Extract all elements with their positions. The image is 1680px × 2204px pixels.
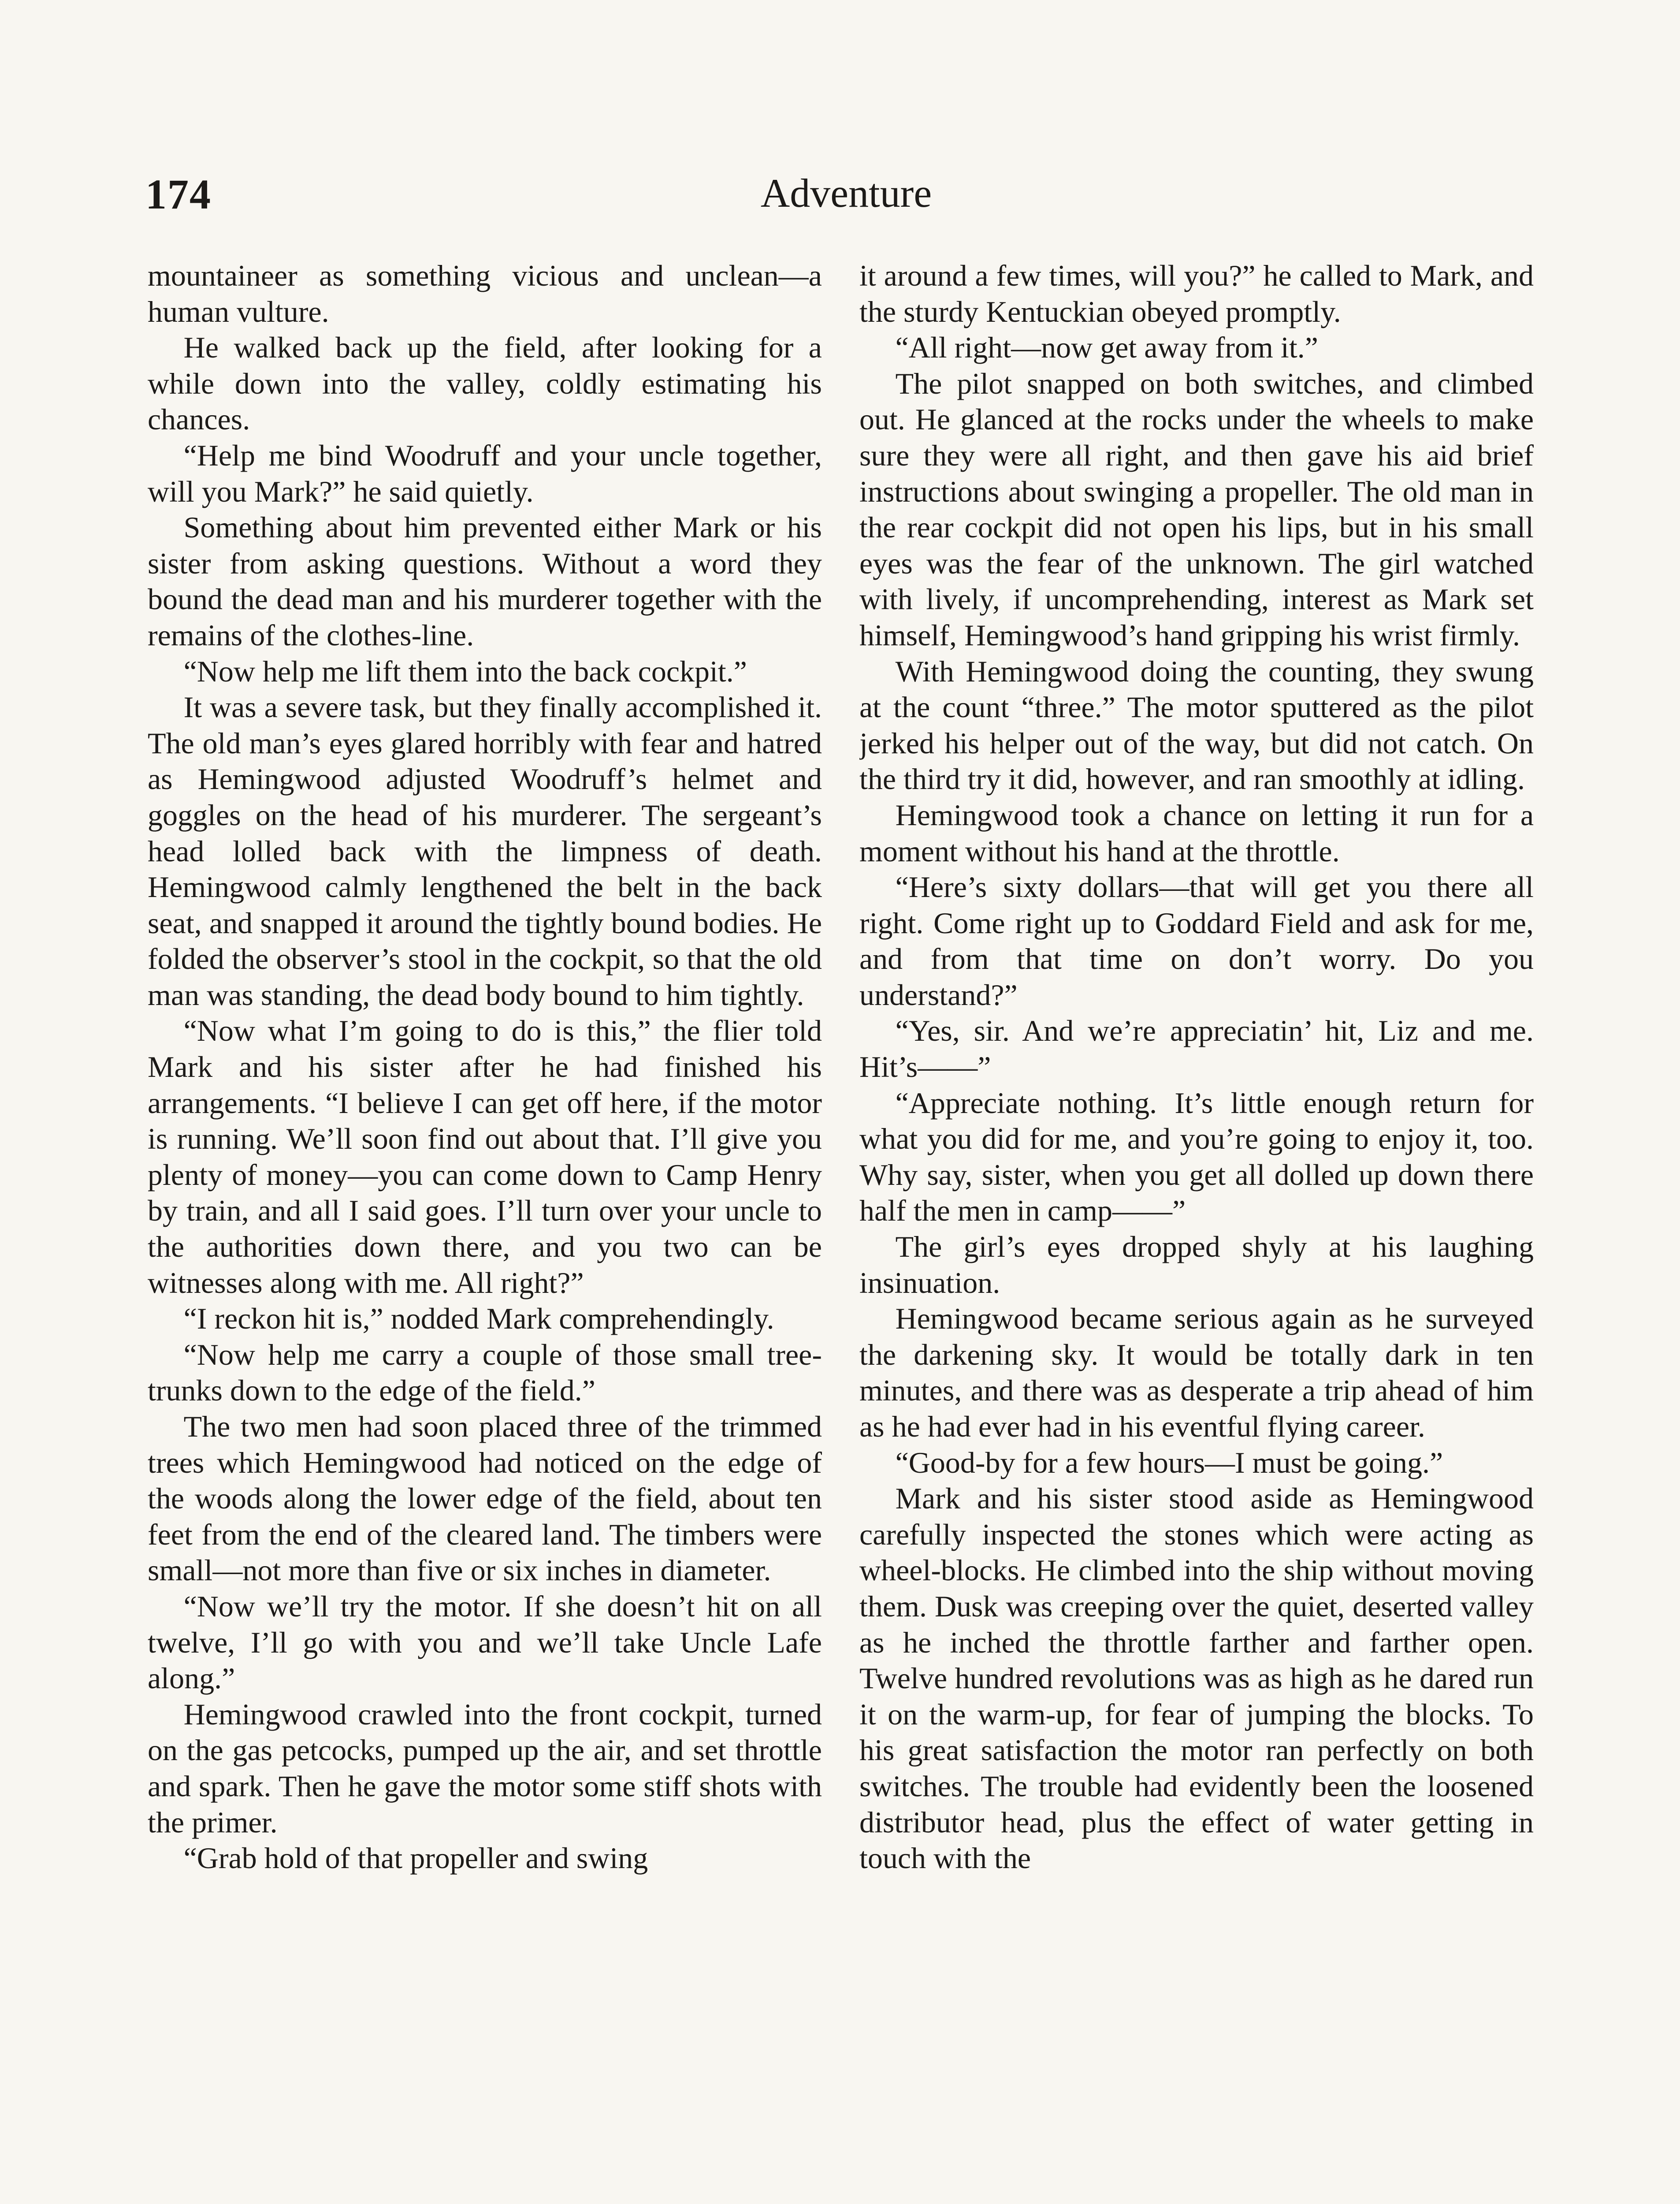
paragraph: “Now help me lift them into the back cockpit.” <box>183 654 747 688</box>
paragraph: With Hemingwood doing the counting, they swung at the count “three.” The motor sputtered as the pilot jerked his helper out of the way, but did not catch. On the third try it did, however, and ran smoothly at idling. <box>859 654 1534 796</box>
paragraph: “Now help me carry a couple of those small tree-trunks down to the edge of the field.” <box>148 1337 822 1407</box>
paragraph: Mark and his sister stood aside as Hemingwood carefully inspected the stones which were acting as wheel-blocks. He climbed into the ship without moving them. Dusk was creeping over the quiet, deserted valley as he inched the throttle farther and farther open. Twelve hundred revolutions was as high as he dared run it on the warm-up, for fear of jumping the blocks. To his great satisfaction the motor ran perfectly on both switches. The trouble had evidently been the loosened distributor head, plus the effect of water getting in touch with the <box>859 1482 1534 1875</box>
paragraph: “I reckon hit is,” nodded Mark comprehendingly. <box>183 1302 774 1336</box>
paragraph: “Now what I’m going to do is this,” the flier told Mark and his sister after he had finished his arrangements. “I believe I can get off here, if the motor is running. We’ll soon find out about that. I’ll give you plenty of money—you can come down to Camp Henry by train, and all I said goes. I’ll turn over your uncle to the authorities down there, and you two can be witnesses along with me. All right?” <box>148 1014 822 1299</box>
paragraph: The pilot snapped on both switches, and climbed out. He glanced at the rocks under the wheels to make sure they were all right, and then gave his aid brief instructions about swinging a propeller. The old man in the rear cockpit did not open his lips, but in his small eyes was the fear of the unknown. The girl watched with lively, if uncomprehending, interest as Mark set himself, Hemingwood’s hand gripping his wrist firmly. <box>859 366 1534 652</box>
paragraph: Something about him prevented either Mark or his sister from asking questions. Without a word they bound the dead man and his murderer together with the remains of the clothes-line. <box>148 510 822 652</box>
page-number: 174 <box>145 171 212 218</box>
paragraph: Hemingwood became serious again as he surveyed the darkening sky. It would be totally dark in ten minutes, and there was as desperate a trip ahead of him as he had ever had in his eventful flying career. <box>859 1302 1534 1443</box>
paragraph: “Help me bind Woodruff and your uncle together, will you Mark?” he said quietly. <box>148 438 822 508</box>
paragraph: The two men had soon placed three of the trimmed trees which Hemingwood had noticed on the edge of the woods along the lower edge of the field, about ten feet from the end of the cleared land. The timbers were small—not more than five or six inches in diameter. <box>148 1410 822 1587</box>
left-column <box>148 258 822 2204</box>
right-column <box>859 258 1534 2204</box>
paragraph: It was a severe task, but they finally accomplished it. The old man’s eyes glared horribly with fear and hatred as Hemingwood adjusted Woodruff’s helmet and goggles on the head of his murderer. The sergeant’s head lolled back with the limpness of death. Hemingwood calmly lengthened the belt in the back seat, and snapped it around the tightly bound bodies. He folded the observer’s stool in the cockpit, so that the old man was standing, the dead body bound to him tightly. <box>148 690 822 1012</box>
paragraph: He walked back up the field, after looking for a while down into the valley, coldly estimating his chances. <box>148 331 822 436</box>
running-head: Adventure <box>760 171 932 216</box>
paragraph: Hemingwood crawled into the front cockpit, turned on the gas petcocks, pumped up the air, and set throttle and spark. Then he gave the motor some stiff shots with the primer. <box>148 1697 822 1839</box>
paragraph: “Yes, sir. And we’re appreciatin’ hit, Liz and me. Hit’s——” <box>859 1014 1534 1084</box>
paragraph: “Grab hold of that propeller and swing <box>183 1841 648 1875</box>
paragraph: “Good-by for a few hours—I must be going.” <box>895 1445 1443 1479</box>
page-header <box>145 170 1547 231</box>
paragraph: “Here’s sixty dollars—that will get you there all right. Come right up to Goddard Field and ask for me, and from that time on don’t worry. Do you understand?” <box>859 870 1534 1012</box>
paragraph: Hemingwood took a chance on letting it run for a moment without his hand at the throttle. <box>859 798 1534 868</box>
paragraph: “Appreciate nothing. It’s little enough return for what you did for me, and you’re going to enjoy it, too. Why say, sister, when you get all dolled up down there half the men in camp——” <box>859 1086 1534 1228</box>
paragraph: The girl’s eyes dropped shyly at his laughing insinuation. <box>859 1230 1534 1299</box>
paragraph: mountaineer as something vicious and unclean—a human vulture. <box>148 259 822 328</box>
paragraph: it around a few times, will you?” he called to Mark, and the sturdy Kentuckian obeyed promptly. <box>859 259 1534 328</box>
paragraph: “All right—now get away from it.” <box>895 331 1318 365</box>
paragraph: “Now we’ll try the motor. If she doesn’t hit on all twelve, I’ll go with you and we’ll take Uncle Lafe along.” <box>148 1589 822 1695</box>
